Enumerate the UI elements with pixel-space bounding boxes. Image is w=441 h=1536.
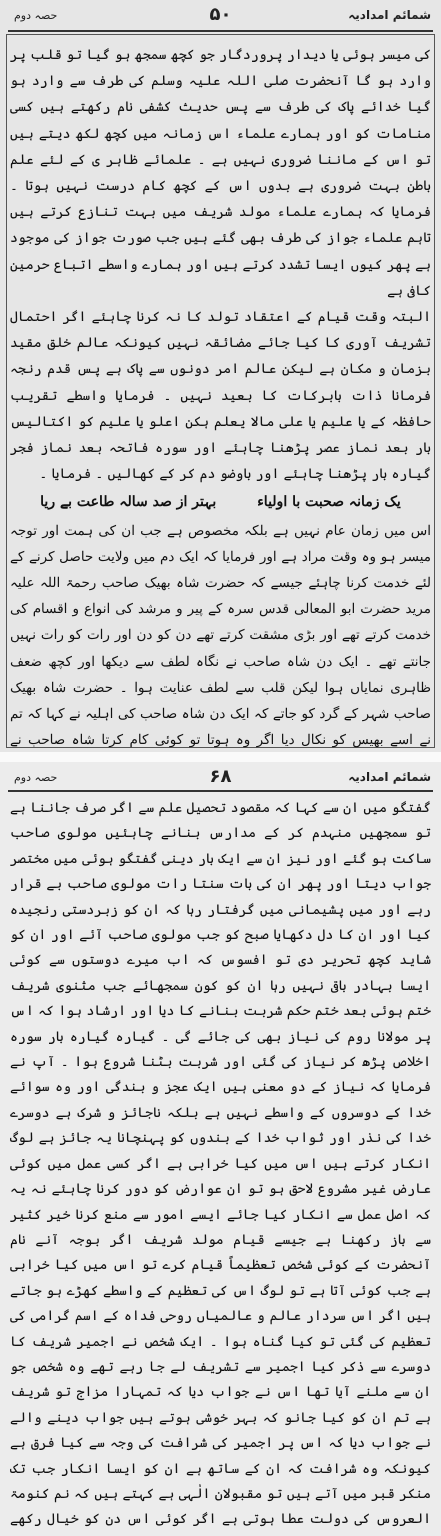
page-header xyxy=(0,4,441,28)
paragraph: اس میں زمان عام نہیں ہے بلکہ مخصوص ہے جب ان کی ہمت اور توجہ میسر ہو وہ وقت مراد ہے اور فرمایا کہ ایک دم میں ولایت حاصل کرنے کے لئے خدمت کرنا چاہئے جیسے کہ حضرت شاہ بھیک صاحب رحمۃ اللہ علیہ مرید حضرت ابو المعالی قدس سرہ کے پیر و مرشد کی انواع و اقسام کی خدمت کرتے تھے اور بڑی مشقت کرتے تھے دن کو دن اور رات کو رات نہیں جانتے تھے ۔ ایک دن شاہ صاحب نے نگاہ لطف سے دیکھا اور کچھ ضعف ظاہری نمایاں ہوا لیکن قلب سے لطف عنایت ہوا ۔ حضرت شاہ بھیک صاحب شہر کے گرد کو جاتے کہ ایک دن شاہ صاحب کی اہلیہ نے کہا کہ تم نے اسے بھیس کو نکال دیا اگر وہ ہوتا تو کوئی کام کرتا شاہ صاحب نے xyxy=(10,522,431,749)
page-number: ۶۸ xyxy=(209,766,232,787)
page-separator xyxy=(0,752,441,762)
verse-hemistich: یک زمانہ صحبت با اولیاء xyxy=(257,494,401,511)
paragraph: گفتگو میں ان سے کہا کہ مقصود تحصیل علم سے اگر صرف جاننا ہے تو سمجھیں منہدم کر کے مدارس بنانے چاہئیں مولوی صاحب ساکت ہو گئے اور نیز ان سے ایک بار دینی گفتگو ہوئی میں مختصر جواب دیتا اور پھر ان کی بات سنتا رات مولوی صاحب بے قرار رہے اور میں پشیمانی میں گرفتار رہا کہ ان کو زبردستی رنجیدہ کیا اور ان کا دل دکھایا صبح کو جب مولوی صاحب آئے اور ان کو شاید کچھ تحریر دی تو افسوس کہ اب میرے دوستوں سے کوئی ایسا بہادر باقی نہیں رہا ان کو کون سمجھائے جب مثنوی شریف ختم ہوئی بعد ختم حکم شربت بنانے کا دیا اور ارشاد ہوا کہ اس پر مولانا روم کی نیاز بھی کی جائے گی ۔ گیارہ گیارہ بار سورہ اخلاص پڑھ کر نیاز کی گئی اور شربت بٹنا شروع ہوا ۔ آپ نے فرمایا کہ نیاز کے دو معنی ہیں ایک عجز و بندگی اور وہ سوائے خدا کے دوسروں کے واسطے نہیں ہے بلکہ ناجائز و شرک ہے دوسرے خدا کی نذر اور ثواب خدا کے بندوں کو پہنچانا یہ جائز ہے لوگ انکار کرتے ہیں اس میں کیا خرابی ہے اگر کسی عمل میں کوئی عارض غیر مشروع لاحق ہو تو ان عوارض کو دور کرنا چاہئے نہ یہ کہ اصل عمل سے انکار کیا جائے ایسے امور سے منع کرنا خیر کثیر سے باز رکھنا ہے جیسے قیام مولد شریف اگر بوجہ آنے نام آنحضرت کے کوئی شخص تعظیماً قیام کرے تو اس میں کیا خرابی ہے جب کوئی آتا ہے تو لوگ اس کی تعظیم کے واسطے کھڑے ہو جاتے ہیں اگر اس سردار عالم و عالمیاں روحی فداہ کے اسم گرامی کی تعظیم کی گئی تو کیا گناہ ہوا ۔ ایک شخص نے اجمیر شریف کا دوسرے سے ذکر کیا اجمیر سے تشریف لے جا رہے تھے وہ شخص جو ان سے ملنے آیا تھا اس نے جواب دیا کہ تمہارا مزاج تو شریف ہے تم ان کو کیا جانو کہ بہر خوشی ہوتے ہیں جواب دینے والے نے جواب دیا کہ اس پر اجمیر کی شرافت کی وجہ سے کیا فرق ہے کیونکہ وہ شرافت کہ ان کے ساتھ ہے ان کو ایسا انکار جب تک منکر قبر میں آتے ہیں تو مقبولان الٰہی ہے کہتے ہیں کہ نم کنومۃ العروس کی دولت عطا ہوتی ہے اگر کوئی اس دن کو خیال رکھے xyxy=(10,800,431,1528)
running-title: شمائم امدادیہ xyxy=(348,8,431,22)
page-68 xyxy=(0,762,441,1536)
persian-verse xyxy=(10,487,431,517)
page-body xyxy=(10,42,431,749)
running-title: شمائم امدادیہ xyxy=(348,770,431,784)
header-rule xyxy=(8,790,433,792)
header-rule xyxy=(8,30,433,32)
verse-hemistich: بہتر از صد سالہ طاعت بے ریا xyxy=(40,494,217,511)
part-label: حصہ دوم xyxy=(14,771,58,784)
paragraph: کی میسر ہوئی یا دیدار پروردگار جو کچھ سمجھ ہو گیا تو قلب پر وارد ہو گا آنحضرت صلی اللہ علیہ وسلم کی طرف سے وارد ہو گیا خدائے پاک کی طرف سے پس حدیث کشفی نام رکھتے ہیں کسی منامات کو اور ہمارے علماء اس زمانہ میں کچھ لکھ دیتے ہیں تو اس کے ماننا ضروری نہیں ہے ۔ علمائے ظاہر ی کے لئے علم باطن بہت ضروری ہے بدوں اس کے کچھ کام درست نہیں ہوتا ۔ فرمایا کہ ہمارے علماء مولد شریف میں بہت تنازع کرتے ہیں تاہم علماء جواز کی طرف بھی گئے ہیں جب صورت جواز کی موجود ہے پھر کیوں ایسا تشدد کرتے ہیں اور ہمارے واسطے اتباع حرمین کافی ہے xyxy=(10,47,431,299)
page-header xyxy=(0,766,441,790)
page-50 xyxy=(0,0,441,752)
page-number: ۵۰ xyxy=(209,4,232,25)
paragraph: البتہ وقت قیام کے اعتقاد تولد کا نہ کرنا چاہئے اگر احتمال تشریف آوری کا کیا جائے مضائقہ نہیں کیونکہ عالم خلق مقید بزمان و مکان ہے لیکن عالم امر دونوں سے پاک ہے پس قدم رنجہ فرمانا ذات بابرکات کا بعید نہیں ۔ فرمایا واسطے تقریب حافظہ کے یا علیم یا علی مالا یعلم ہکن اعلو یا علیم کو اکتالیس بار بعد نماز عصر پڑھنا چاہئے اور سورہ فاتحہ بعد نماز فجر گیارہ بار پڑھنا چاہئے اور باوضو دم کر کے کھالیں ۔ فرمایا ۔ xyxy=(10,309,431,483)
page-body xyxy=(10,796,431,1531)
part-label: حصہ دوم xyxy=(14,9,58,22)
